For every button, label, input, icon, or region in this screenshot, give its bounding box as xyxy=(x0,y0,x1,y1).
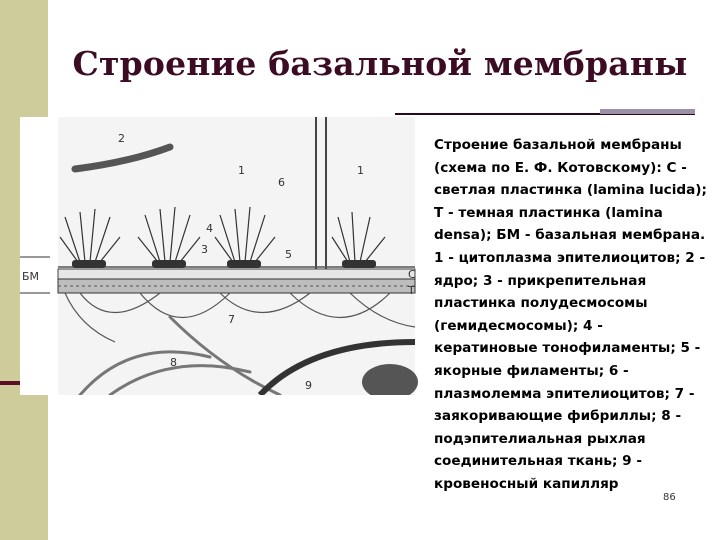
label-number-5: 5 xyxy=(285,248,292,261)
side-accent-rule xyxy=(0,381,20,385)
basal-membrane-diagram xyxy=(20,117,420,395)
label-number-1a: 1 xyxy=(238,164,245,177)
label-lamina-lucida: С xyxy=(408,268,416,281)
diagram-svg xyxy=(20,117,420,395)
label-number-9: 9 xyxy=(305,379,312,392)
label-number-2: 2 xyxy=(118,132,125,145)
slide-title: Строение базальной мембраны xyxy=(72,44,688,83)
figure-caption: Строение базальной мембраны (схема по Е. Ф. Котовскому): С - светлая пластинка (lamina lucida); Т - темная пластинка (lamina densa); БМ - базальная мембрана. 1 - цитоплазма эпителиоцитов; 2 - ядро; 3 - прикрепительная пластинка полудесмосомы (гемидесмосомы); 4 - кератиновые тонофиламенты; 5 - якорные филаменты; 6 - плазмолемма эпителиоцитов; 7 - заякоривающие фибриллы; 8 - подэпителиальная рыхлая соединительная ткань; 9 - кровеносный капилляр xyxy=(434,137,707,492)
label-lamina-densa: Т xyxy=(408,284,415,297)
lamina-lucida-band xyxy=(58,269,415,279)
label-number-6: 6 xyxy=(278,176,285,189)
lamina-densa-band xyxy=(58,279,415,293)
label-number-8: 8 xyxy=(170,356,177,369)
label-number-7: 7 xyxy=(228,313,235,326)
label-number-4: 4 xyxy=(206,222,213,235)
label-bm: БМ xyxy=(22,270,40,283)
label-number-1b: 1 xyxy=(357,164,364,177)
title-underline-accent xyxy=(600,109,695,114)
page-number: 86 xyxy=(663,492,676,503)
label-number-3: 3 xyxy=(201,243,208,256)
